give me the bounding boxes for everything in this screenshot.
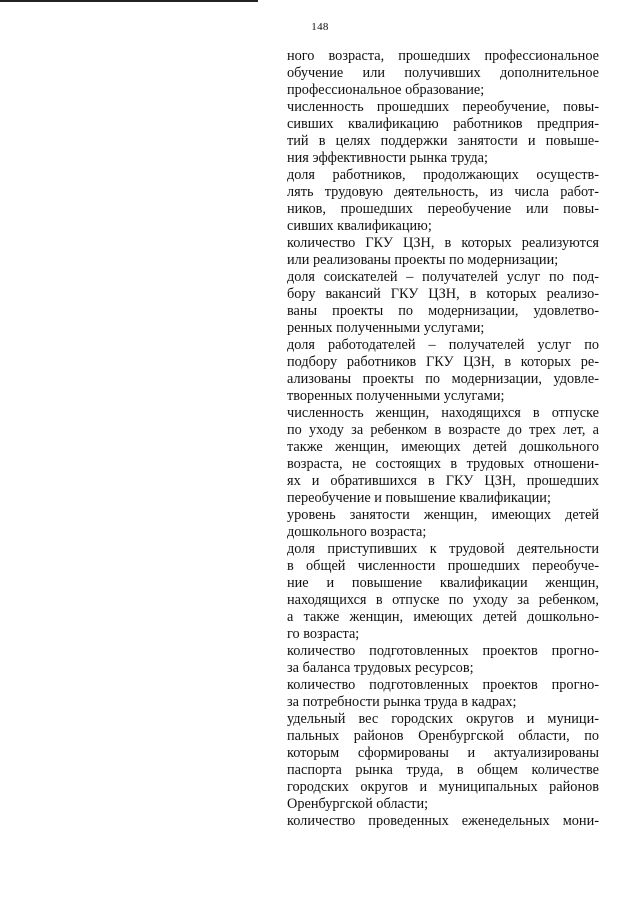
- text-line: за потребности рынка труда в кадрах;: [287, 694, 517, 710]
- page-number: 148: [311, 21, 329, 33]
- text-line: ализованы проекты по модернизации, удовле-: [287, 371, 599, 387]
- text-line: которым сформированы и актуализированы: [287, 745, 599, 761]
- text-line: по уходу за ребенком в возрасте до трех лет, а: [287, 422, 599, 438]
- text-line: подбору работников ГКУ ЦЗН, в которых ре-: [287, 354, 599, 370]
- text-line: удельный вес городских округов и муници-: [287, 711, 599, 727]
- text-line: численность прошедших переобучение, повы-: [287, 99, 599, 115]
- text-line: количество проведенных еженедельных мони-: [287, 813, 599, 829]
- text-line: также женщин, имеющих детей дошкольного: [287, 439, 599, 455]
- text-line: творенных полученными услугами;: [287, 388, 505, 404]
- text-line: обучение или получивших дополнительное: [287, 65, 599, 81]
- text-line: ного возраста, прошедших профессиональное: [287, 48, 599, 64]
- text-line: пальных районов Оренбургской области, по: [287, 728, 599, 744]
- text-line: профессиональное образование;: [287, 82, 485, 98]
- text-line: доля приступивших к трудовой деятельности: [287, 541, 599, 557]
- text-line: го возраста;: [287, 626, 360, 642]
- text-line: за баланса трудовых ресурсов;: [287, 660, 474, 676]
- text-line: переобучение и повышение квалификации;: [287, 490, 551, 506]
- text-line: сивших квалификацию работников предприя-: [287, 116, 599, 132]
- text-line: количество подготовленных проектов прогно-: [287, 677, 599, 693]
- text-line: ние и повышение квалификации женщин,: [287, 575, 599, 591]
- text-line: Оренбургской области;: [287, 796, 429, 812]
- text-line: дошкольного возраста;: [287, 524, 427, 540]
- text-line: тий в целях поддержки занятости и повыше-: [287, 133, 599, 149]
- text-line: доля соискателей – получателей услуг по под-: [287, 269, 599, 285]
- text-line: количество подготовленных проектов прогно-: [287, 643, 599, 659]
- text-line: сивших квалификацию;: [287, 218, 432, 234]
- text-line: ваны проекты по модернизации, удовлетво-: [287, 303, 599, 319]
- text-line: ренных полученными услугами;: [287, 320, 485, 336]
- document-text: [287, 48, 599, 830]
- text-line: доля работодателей – получателей услуг по: [287, 337, 599, 353]
- text-line: уровень занятости женщин, имеющих детей: [287, 507, 599, 523]
- text-line: ния эффективности рынка труда;: [287, 150, 488, 166]
- text-line: возраста, не состоящих в трудовых отношени-: [287, 456, 599, 472]
- text-line: лять трудовую деятельность, из числа работ-: [287, 184, 599, 200]
- text-line: ников, прошедших переобучение или повы-: [287, 201, 599, 217]
- text-line: городских округов и муниципальных районов: [287, 779, 599, 795]
- text-line: или реализованы проекты по модернизации;: [287, 252, 559, 268]
- text-line: находящихся в отпуске по уходу за ребенком,: [287, 592, 599, 608]
- text-line: количество ГКУ ЦЗН, в которых реализуются: [287, 235, 599, 251]
- text-line: численность женщин, находящихся в отпуске: [287, 405, 599, 421]
- text-line: паспорта рынка труда, в общем количестве: [287, 762, 599, 778]
- text-line: доля работников, продолжающих осуществ-: [287, 167, 599, 183]
- top-rule: [0, 0, 258, 2]
- text-line: а также женщин, имеющих детей дошкольно-: [287, 609, 599, 625]
- text-line: в общей численности прошедших переобуче-: [287, 558, 599, 574]
- text-line: бору вакансий ГКУ ЦЗН, в которых реализо-: [287, 286, 599, 302]
- text-line: ях и обратившихся в ГКУ ЦЗН, прошедших: [287, 473, 599, 489]
